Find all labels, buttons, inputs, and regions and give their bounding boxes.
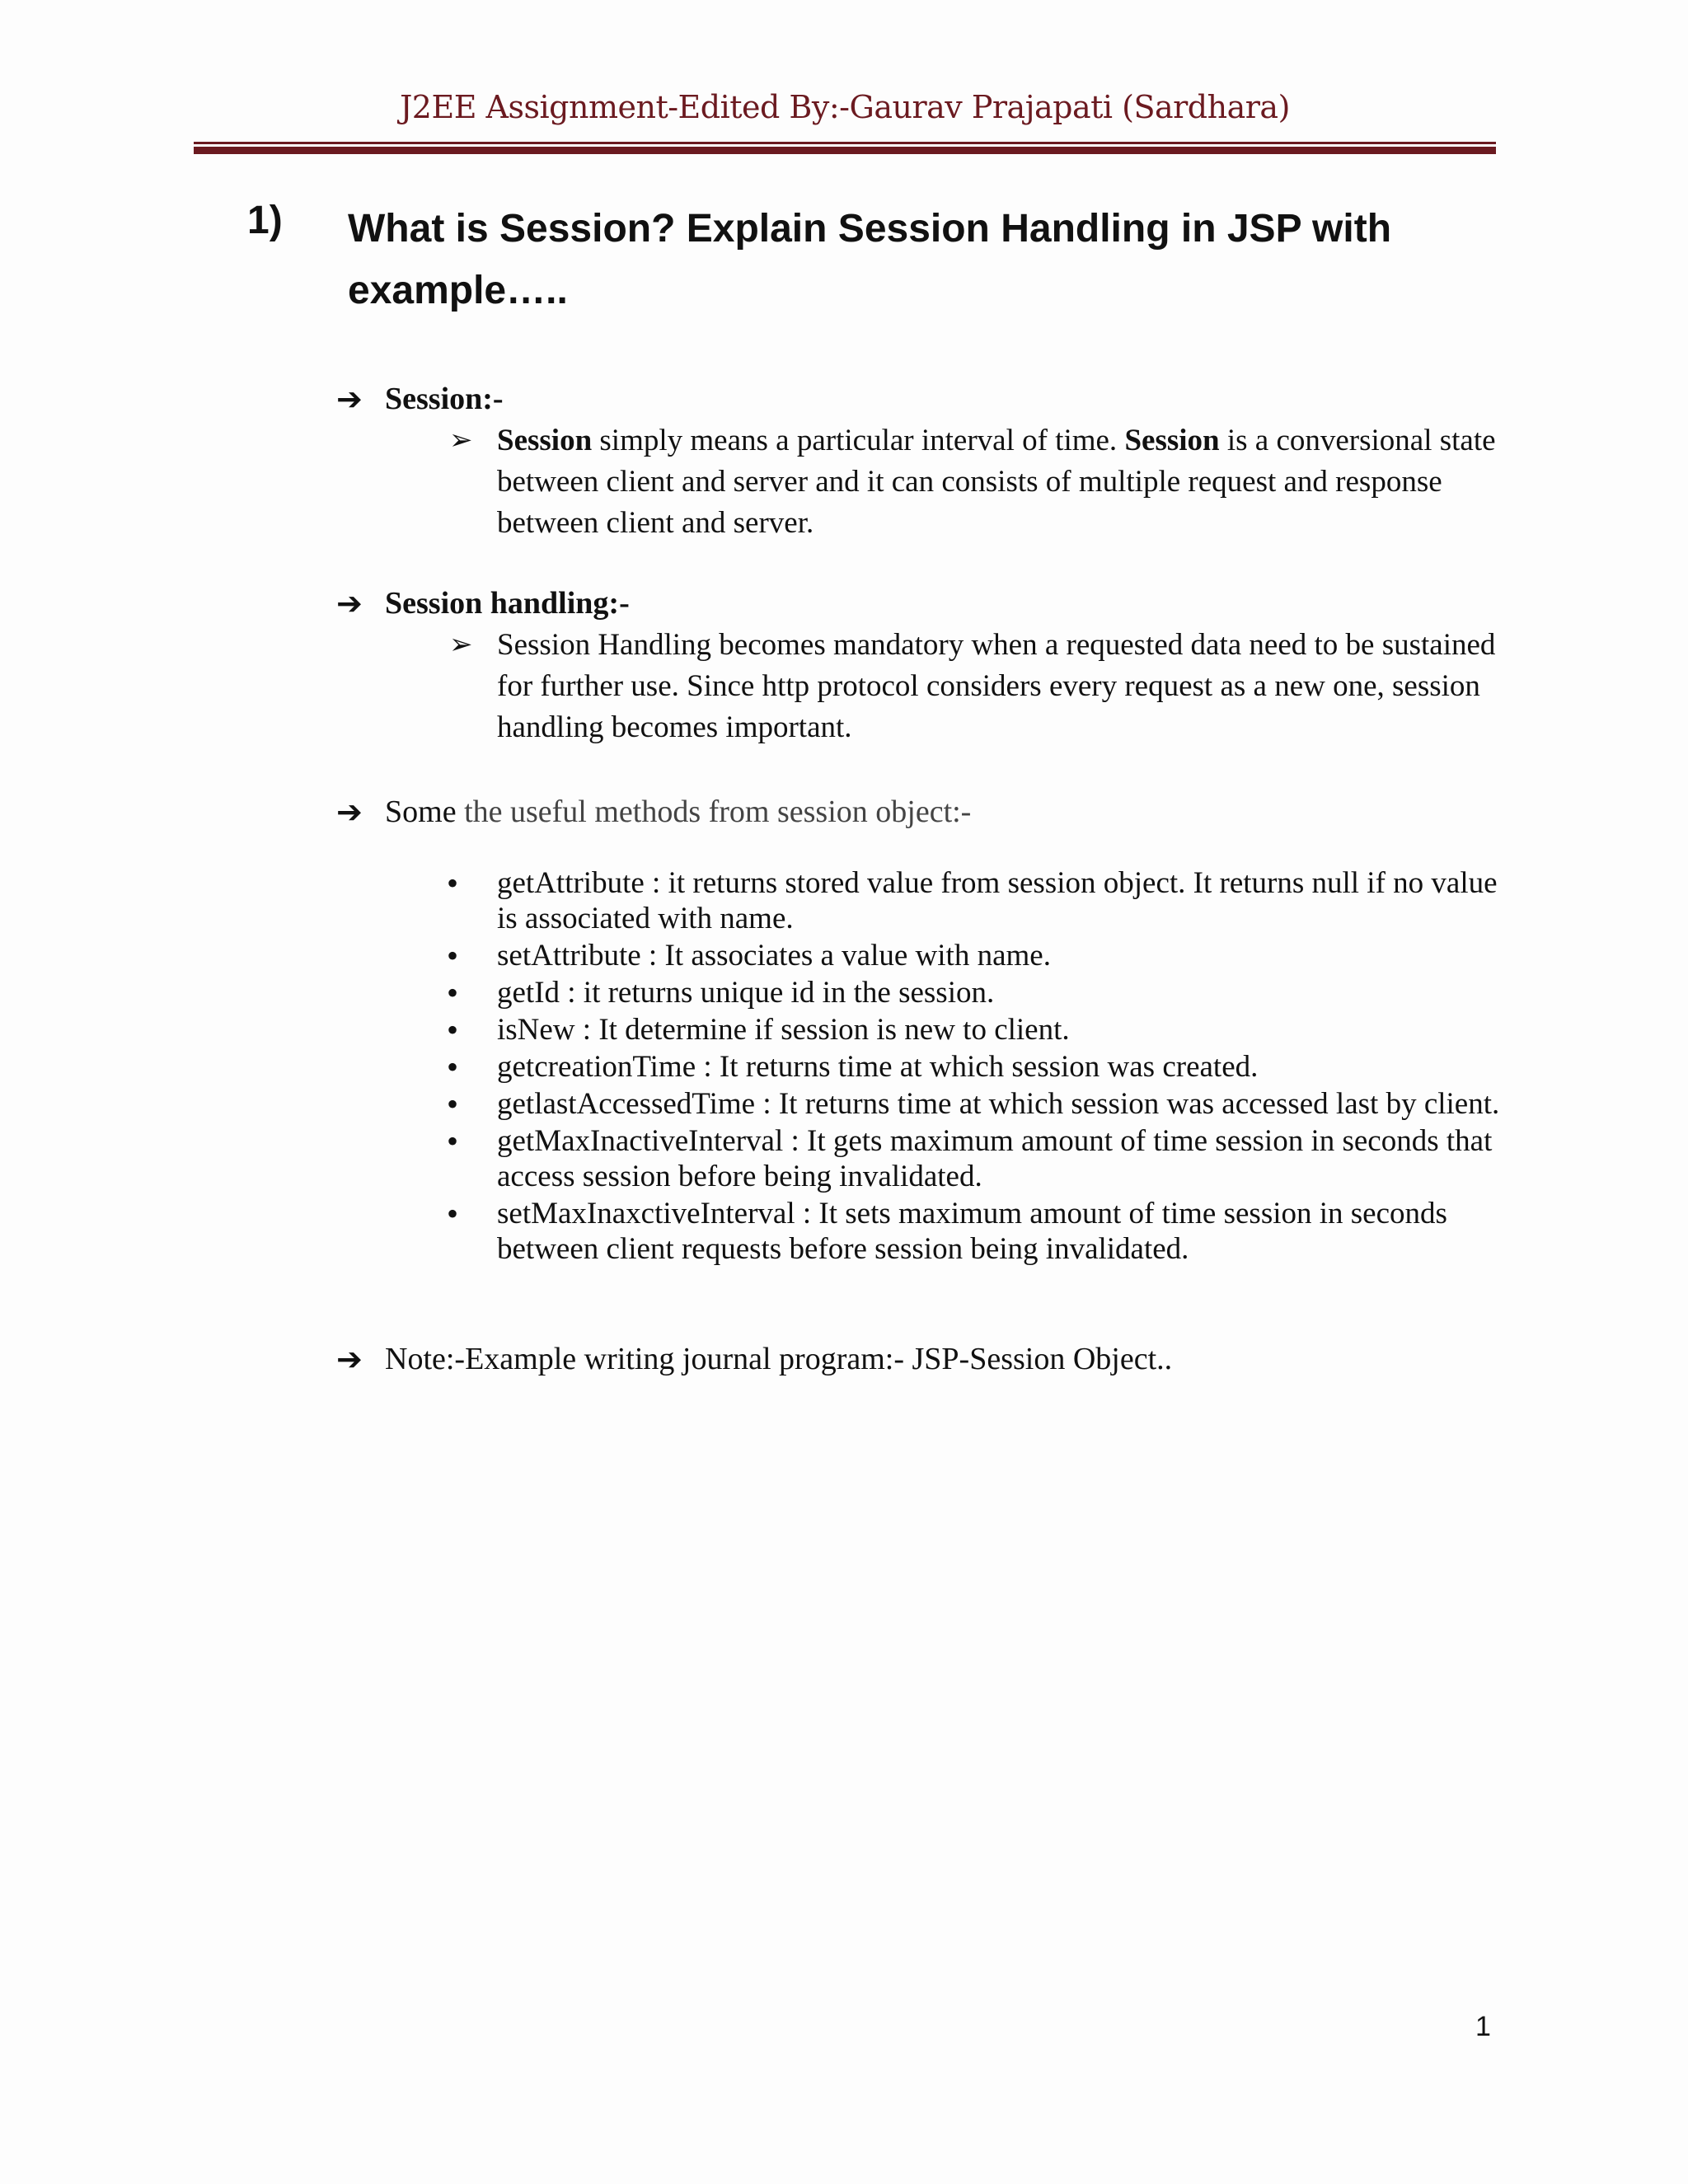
arrowhead-icon: ➢: [449, 628, 473, 661]
header-rule-thick: [194, 147, 1496, 154]
arrowhead-icon: ➢: [449, 424, 473, 457]
list-item: • getAttribute : it returns stored value from session object. It returns null if no value is associated with name.: [445, 865, 1508, 936]
session-term-1: Session: [497, 424, 593, 457]
list-item: • setMaxInaxctiveInterval : It sets maximum amount of time session in seconds between client requests before session being invalidated.: [445, 1196, 1508, 1267]
question-title: What is Session? Explain Session Handling in JSP with example…..: [348, 207, 1392, 312]
methods-heading-start: Some: [385, 794, 457, 829]
arrow-right-icon: ➔: [336, 585, 363, 621]
list-item: • getlastAccessedTime : It returns time at which session was accessed last by client.: [445, 1086, 1508, 1122]
session-text-1: simply means a particular interval of time.: [592, 424, 1125, 457]
list-item: • setAttribute : It associates a value with name.: [445, 938, 1508, 973]
header-title: J2EE Assignment-Edited By:-Gaurav Prajapati (Sardhara): [400, 89, 1290, 125]
methods-heading: [385, 794, 971, 830]
arrow-right-icon: ➔: [336, 794, 363, 830]
session-heading: Session:-: [385, 382, 504, 416]
note-text: Note:-Example writing journal program:- JSP-Session Object..: [385, 1342, 1173, 1376]
session-paragraph: [497, 420, 1503, 544]
question-number: 1): [247, 199, 283, 242]
arrow-right-icon: ➔: [336, 381, 363, 417]
session-handling-heading: Session handling:-: [385, 586, 630, 621]
session-term-2: Session: [1124, 424, 1220, 457]
list-item: • getcreationTime : It returns time at which session was created.: [445, 1049, 1508, 1085]
header-rule-thin: [194, 142, 1496, 144]
methods-list: [445, 865, 1508, 1268]
arrow-right-icon: ➔: [336, 1341, 363, 1377]
list-item: • getId : it returns unique id in the session.: [445, 975, 1508, 1010]
session-text-2: is a conversional state between client and server and it can consists of multiple request and response between client and server.: [497, 424, 1496, 540]
session-handling-paragraph: Session Handling becomes mandatory when a requested data need to be sustained for further use. Since http protocol considers every request as a new one, session handling becomes important.: [497, 628, 1496, 744]
list-item: • isNew : It determine if session is new to client.: [445, 1012, 1508, 1047]
page-number: 1: [1475, 2011, 1491, 2042]
list-item: • getMaxInactiveInterval : It gets maximum amount of time session in seconds that access session before being invalidated.: [445, 1123, 1508, 1194]
methods-heading-rest: the useful methods from session object:-: [456, 794, 972, 829]
